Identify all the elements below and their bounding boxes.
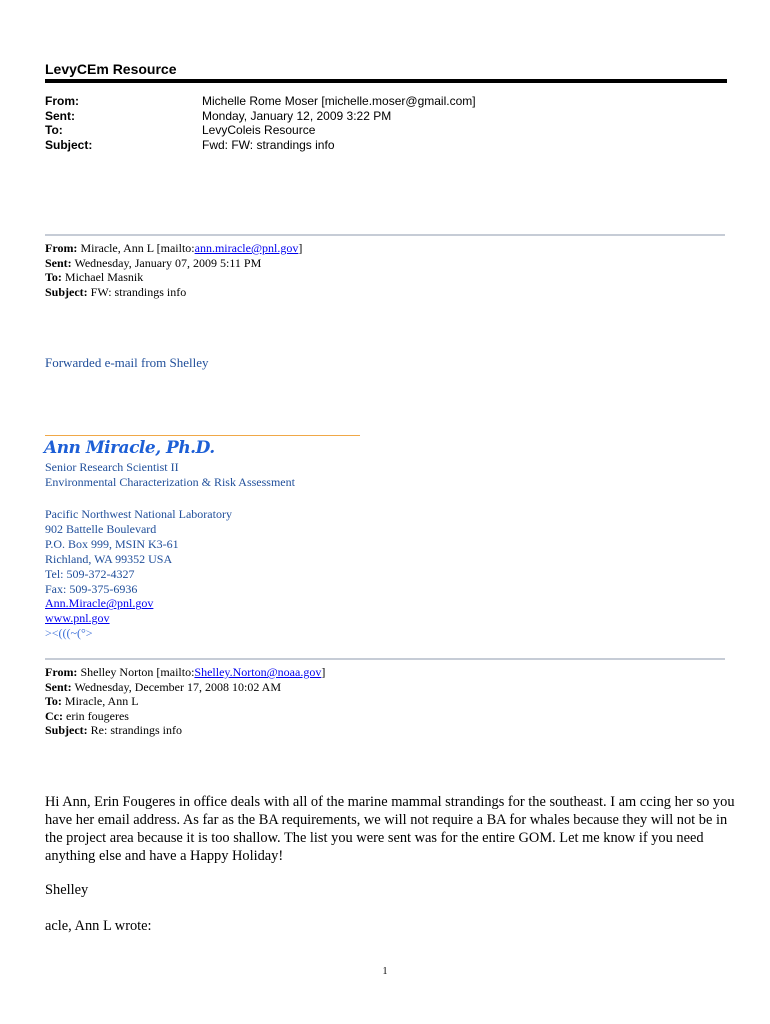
signature-website-link[interactable]: www.pnl.gov	[45, 611, 110, 626]
forward1-header	[45, 241, 302, 299]
to-label: To:	[45, 123, 63, 137]
forward1-to-line: To: Michael Masnik	[45, 270, 144, 285]
forward1-from-email-link[interactable]: ann.miracle@pnl.gov	[194, 241, 299, 255]
page-number: 1	[382, 966, 388, 977]
forward2-subject-line: Subject: Re: strandings info	[45, 723, 182, 738]
signature-email-link[interactable]: Ann.Miracle@pnl.gov	[45, 596, 154, 611]
title-rule	[45, 79, 727, 83]
subject-value: Fwd: FW: strandings info	[202, 137, 335, 152]
forward1-subject-line: Subject: FW: strandings info	[45, 284, 187, 299]
forward2-to-line: To: Miracle, Ann L	[45, 694, 139, 709]
signature-address-block	[45, 507, 232, 641]
quoted-reply-intro: acle, Ann L wrote:	[45, 918, 152, 934]
forward2-from-email-link[interactable]: Shelley.Norton@noaa.gov	[194, 665, 322, 679]
sent-value: Monday, January 12, 2009 3:22 PM	[202, 108, 392, 123]
forward2-header	[45, 665, 325, 738]
signature-title: Senior Research Scientist II	[45, 460, 179, 474]
signature-city: Richland, WA 99352 USA	[45, 551, 173, 566]
document-title: LevyCEm Resource	[45, 61, 177, 77]
forwarded-note: Forwarded e-mail from Shelley	[45, 355, 209, 370]
forward2-from-line: From: Shelley Norton [mailto:Shelley.Norton@noaa.gov]	[45, 665, 326, 679]
forward1-from-line: From: Miracle, Ann L [mailto:ann.miracle@pnl.gov]	[45, 241, 303, 255]
signature-department: Environmental Characterization & Risk Assessment	[45, 474, 295, 489]
signature-fish-glyph: ><(((~(°>	[45, 626, 93, 641]
signature-title-block	[45, 460, 295, 490]
forward2-divider	[45, 658, 725, 660]
from-label: From:	[45, 94, 79, 108]
signature-fax: Fax: 509-375-6936	[45, 581, 138, 596]
from-value: Michelle Rome Moser [michelle.moser@gmail.com]	[202, 94, 476, 108]
message-sign-off: Shelley	[45, 882, 89, 898]
signature-organization: Pacific Northwest National Laboratory	[45, 507, 232, 521]
message-body: Hi Ann, Erin Fougeres in office deals with all of the marine mammal strandings for the southeast. I am ccing her so you have her email address. As far as the BA requirements, we will not require a BA for whales because they will not be in the project area because it is too shallow. The list you were sent was for the entire GOM. Let me know if you need anything else and have a Happy Holiday!	[45, 794, 735, 864]
signature-rule	[45, 435, 360, 436]
forward2-sent-line: Sent: Wednesday, December 17, 2008 10:02 AM	[45, 679, 282, 694]
to-value: LevyColeis Resource	[202, 123, 316, 137]
forward2-cc-line: Cc: erin fougeres	[45, 708, 129, 723]
signature-street: 902 Battelle Boulevard	[45, 521, 157, 536]
signature-po-box: P.O. Box 999, MSIN K3-61	[45, 536, 179, 551]
forward1-divider	[45, 234, 725, 236]
signature-name: Ann Miracle, Ph.D.	[44, 438, 215, 458]
sent-label: Sent:	[45, 108, 75, 123]
subject-label: Subject:	[45, 137, 93, 152]
signature-tel: Tel: 509-372-4327	[45, 566, 135, 581]
forward1-sent-line: Sent: Wednesday, January 07, 2009 5:11 PM	[45, 255, 262, 270]
